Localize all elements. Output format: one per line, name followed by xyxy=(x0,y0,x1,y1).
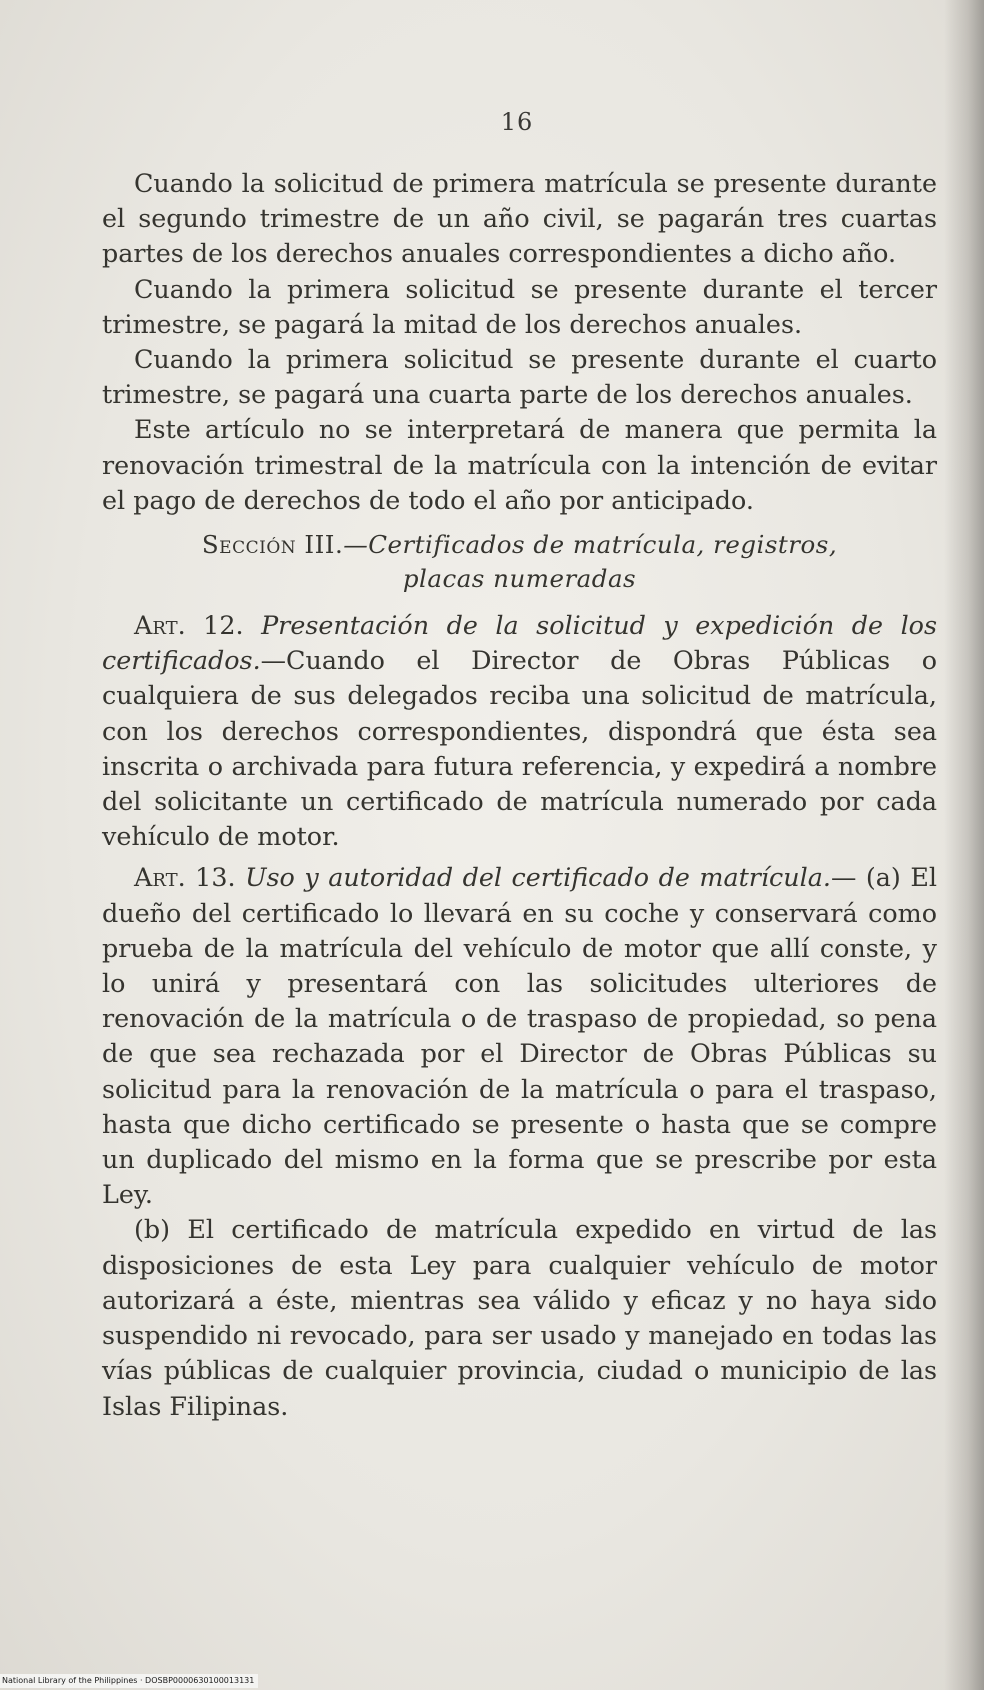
clause-a-label: (a) xyxy=(865,862,901,893)
page-number: 16 xyxy=(500,108,534,136)
article-label: Art. 13. xyxy=(134,862,236,893)
article-13 xyxy=(102,860,937,1212)
article-13-clause-b xyxy=(102,1212,937,1423)
article-label: Art. 12. xyxy=(134,610,244,641)
library-stamp: National Library of the Philippines · DOSBP0000630100013131 xyxy=(0,1674,258,1688)
page-edge-shadow xyxy=(944,0,984,1690)
article-12 xyxy=(102,608,937,854)
section-heading xyxy=(102,528,937,596)
article-dash: — xyxy=(830,862,857,893)
article-body: —Cuando el Director de Obras Públicas o cualquiera de sus delegados reciba una solicitud de matrícula, con los derechos correspondientes, dispondrá que ésta sea inscrita o archivada para futura referencia, y expedirá a nombre del solicitante un certificado de matrícula numerado por cada vehículo de motor. xyxy=(102,645,937,852)
clause-a-body: El dueño del certificado lo llevará en su coche y conservará como prueba de la matrícula del vehículo de motor que allí conste, y lo unirá y presentará con las solicitudes ulteriores de renovación de la matrícula o de traspaso de propiedad, so pena de que sea rechazada por el Director de Obras Públicas su solicitud para la renovación de la matrícula o para el traspaso, hasta que dicho certificado se presente o hasta que se compre un duplicado del mismo en la forma que se prescribe por esta Ley. xyxy=(102,862,938,1210)
article-title: Uso y autoridad del certificado de matrícula. xyxy=(245,862,831,893)
body-text xyxy=(102,166,937,1424)
section-title-line2: placas numeradas xyxy=(402,564,637,594)
section-title-line1: —Certificados de matrícula, registros, xyxy=(343,530,838,560)
section-label: Sección III. xyxy=(201,530,344,560)
clause-b-label: (b) xyxy=(134,1214,171,1245)
paragraph: Cuando la solicitud de primera matrícula se presente durante el segundo trimestre de un año civil, se pagarán tres cuartas partes de los derechos anuales correspondientes a dicho año. xyxy=(102,168,937,269)
paragraph: Este artículo no se interpretará de manera que permita la renovación trimestral de la matrícula con la intención de evitar el pago de derechos de todo el año por anticipado. xyxy=(102,414,937,515)
article-title: Presentación de la solicitud y expedición de los certificados. xyxy=(102,610,938,676)
paragraph: Cuando la primera solicitud se presente durante el tercer trimestre, se pagará la mitad de los derechos anuales. xyxy=(102,273,937,339)
clause-b-body: El certificado de matrícula expedido en virtud de las disposiciones de esta Ley para cualquier vehículo de motor autorizará a éste, mientras sea válido y eficaz y no haya sido suspendido ni revocado, para ser usado y manejado en todas las vías públicas de cualquier provincia, ciudad o municipio de las Islas Filipinas. xyxy=(102,1214,937,1421)
paragraph: Cuando la primera solicitud se presente durante el cuarto trimestre, se pagará una cuarta parte de los derechos anuales. xyxy=(102,344,937,410)
